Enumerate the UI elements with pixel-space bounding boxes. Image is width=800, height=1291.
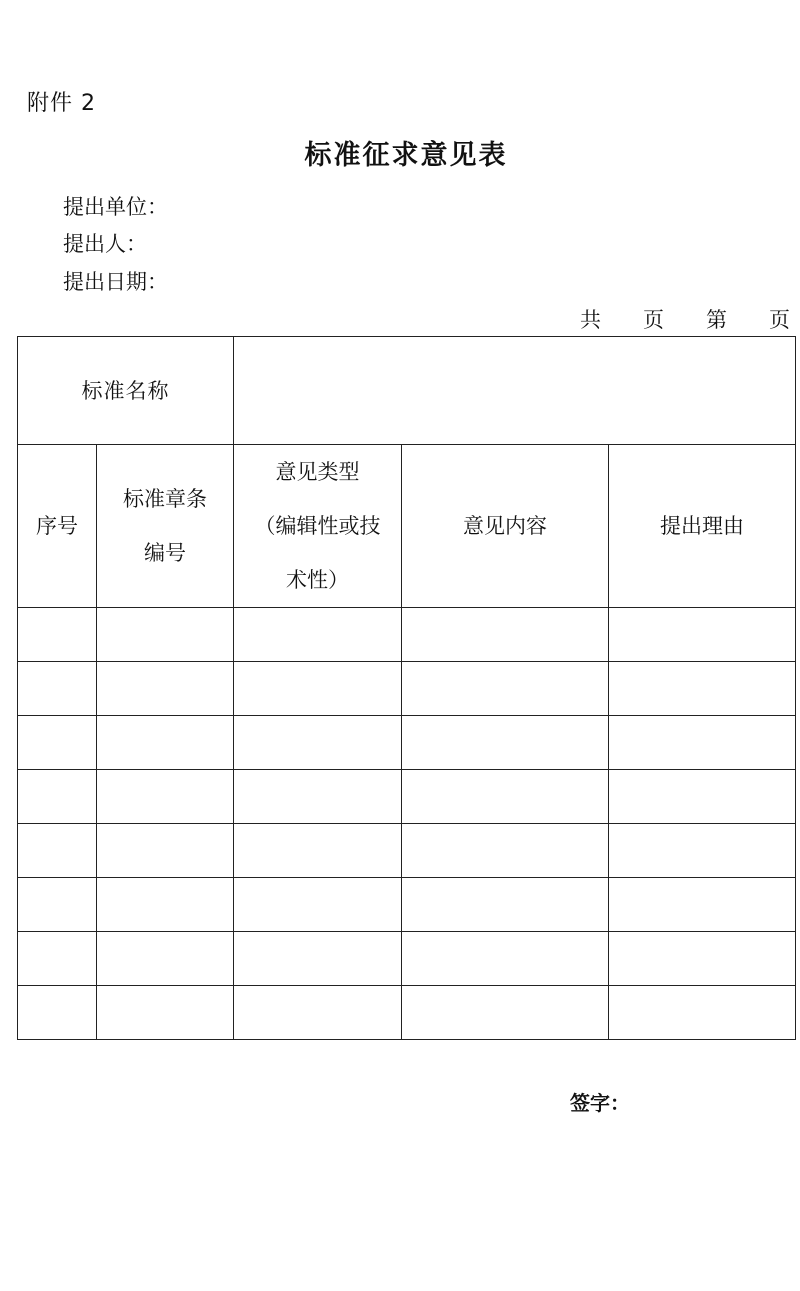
table-row	[18, 716, 796, 770]
page-total-label: 共	[580, 308, 601, 332]
table-cell[interactable]	[234, 662, 402, 716]
table-cell[interactable]	[402, 770, 609, 824]
table-cell[interactable]	[234, 608, 402, 662]
table-cell[interactable]	[18, 986, 97, 1040]
table-cell[interactable]	[18, 932, 97, 986]
table-cell[interactable]	[609, 986, 796, 1040]
table-cell[interactable]	[97, 878, 234, 932]
table-row	[18, 824, 796, 878]
page-unit-label: 页	[643, 308, 664, 332]
table-cell[interactable]	[234, 770, 402, 824]
table-cell[interactable]	[97, 608, 234, 662]
table-row	[18, 770, 796, 824]
header-type	[234, 445, 402, 608]
header-type-line: 意见类型	[275, 460, 360, 484]
table-row	[18, 608, 796, 662]
header-type-line: 术性）	[286, 568, 349, 592]
table-cell[interactable]	[18, 716, 97, 770]
table-cell[interactable]	[234, 932, 402, 986]
table-cell[interactable]	[402, 662, 609, 716]
table-cell[interactable]	[609, 824, 796, 878]
table-cell[interactable]	[97, 932, 234, 986]
table-cell[interactable]	[234, 716, 402, 770]
header-content: 意见内容	[402, 445, 609, 608]
table-row	[18, 932, 796, 986]
header-clause-line: 编号	[144, 541, 186, 565]
table-cell[interactable]	[18, 824, 97, 878]
table-cell[interactable]	[234, 824, 402, 878]
standard-name-label: 标准名称	[18, 337, 234, 445]
signature-label: 签字：	[570, 1091, 630, 1115]
table-cell[interactable]	[402, 932, 609, 986]
table-cell[interactable]	[609, 716, 796, 770]
table-cell[interactable]	[97, 824, 234, 878]
header-seq: 序号	[18, 445, 97, 608]
table-cell[interactable]	[609, 932, 796, 986]
table-cell[interactable]	[18, 878, 97, 932]
table-row	[18, 878, 796, 932]
table-cell[interactable]	[402, 716, 609, 770]
field-submitter: 提出人：	[63, 232, 147, 256]
table-cell[interactable]	[609, 662, 796, 716]
header-reason: 提出理由	[609, 445, 796, 608]
table-cell[interactable]	[402, 824, 609, 878]
standard-name-cell[interactable]	[234, 337, 796, 445]
table-cell[interactable]	[402, 608, 609, 662]
page-unit-label: 页	[769, 308, 790, 332]
table-cell[interactable]	[97, 770, 234, 824]
header-clause-line: 标准章条	[123, 487, 207, 511]
table-cell[interactable]	[402, 986, 609, 1040]
table-cell[interactable]	[609, 770, 796, 824]
header-row	[18, 445, 796, 608]
table-cell[interactable]	[402, 878, 609, 932]
table-cell[interactable]	[97, 716, 234, 770]
table-cell[interactable]	[234, 878, 402, 932]
field-submitting-unit: 提出单位：	[63, 195, 168, 219]
standard-name-row	[18, 337, 796, 445]
page-current-label: 第	[706, 308, 727, 332]
table-cell[interactable]	[18, 662, 97, 716]
table-cell[interactable]	[18, 608, 97, 662]
table-cell[interactable]	[18, 770, 97, 824]
opinion-table	[17, 336, 796, 1040]
header-clause	[97, 445, 234, 608]
field-submit-date: 提出日期：	[63, 270, 168, 294]
header-type-line: （编辑性或技	[254, 514, 381, 538]
attachment-label: 附件 2	[27, 91, 96, 116]
table-cell[interactable]	[609, 878, 796, 932]
table-cell[interactable]	[97, 986, 234, 1040]
table-cell[interactable]	[97, 662, 234, 716]
table-cell[interactable]	[609, 608, 796, 662]
page-counter	[580, 303, 790, 337]
table-cell[interactable]	[234, 986, 402, 1040]
table-row	[18, 986, 796, 1040]
form-title: 标准征求意见表	[304, 140, 508, 171]
table-row	[18, 662, 796, 716]
